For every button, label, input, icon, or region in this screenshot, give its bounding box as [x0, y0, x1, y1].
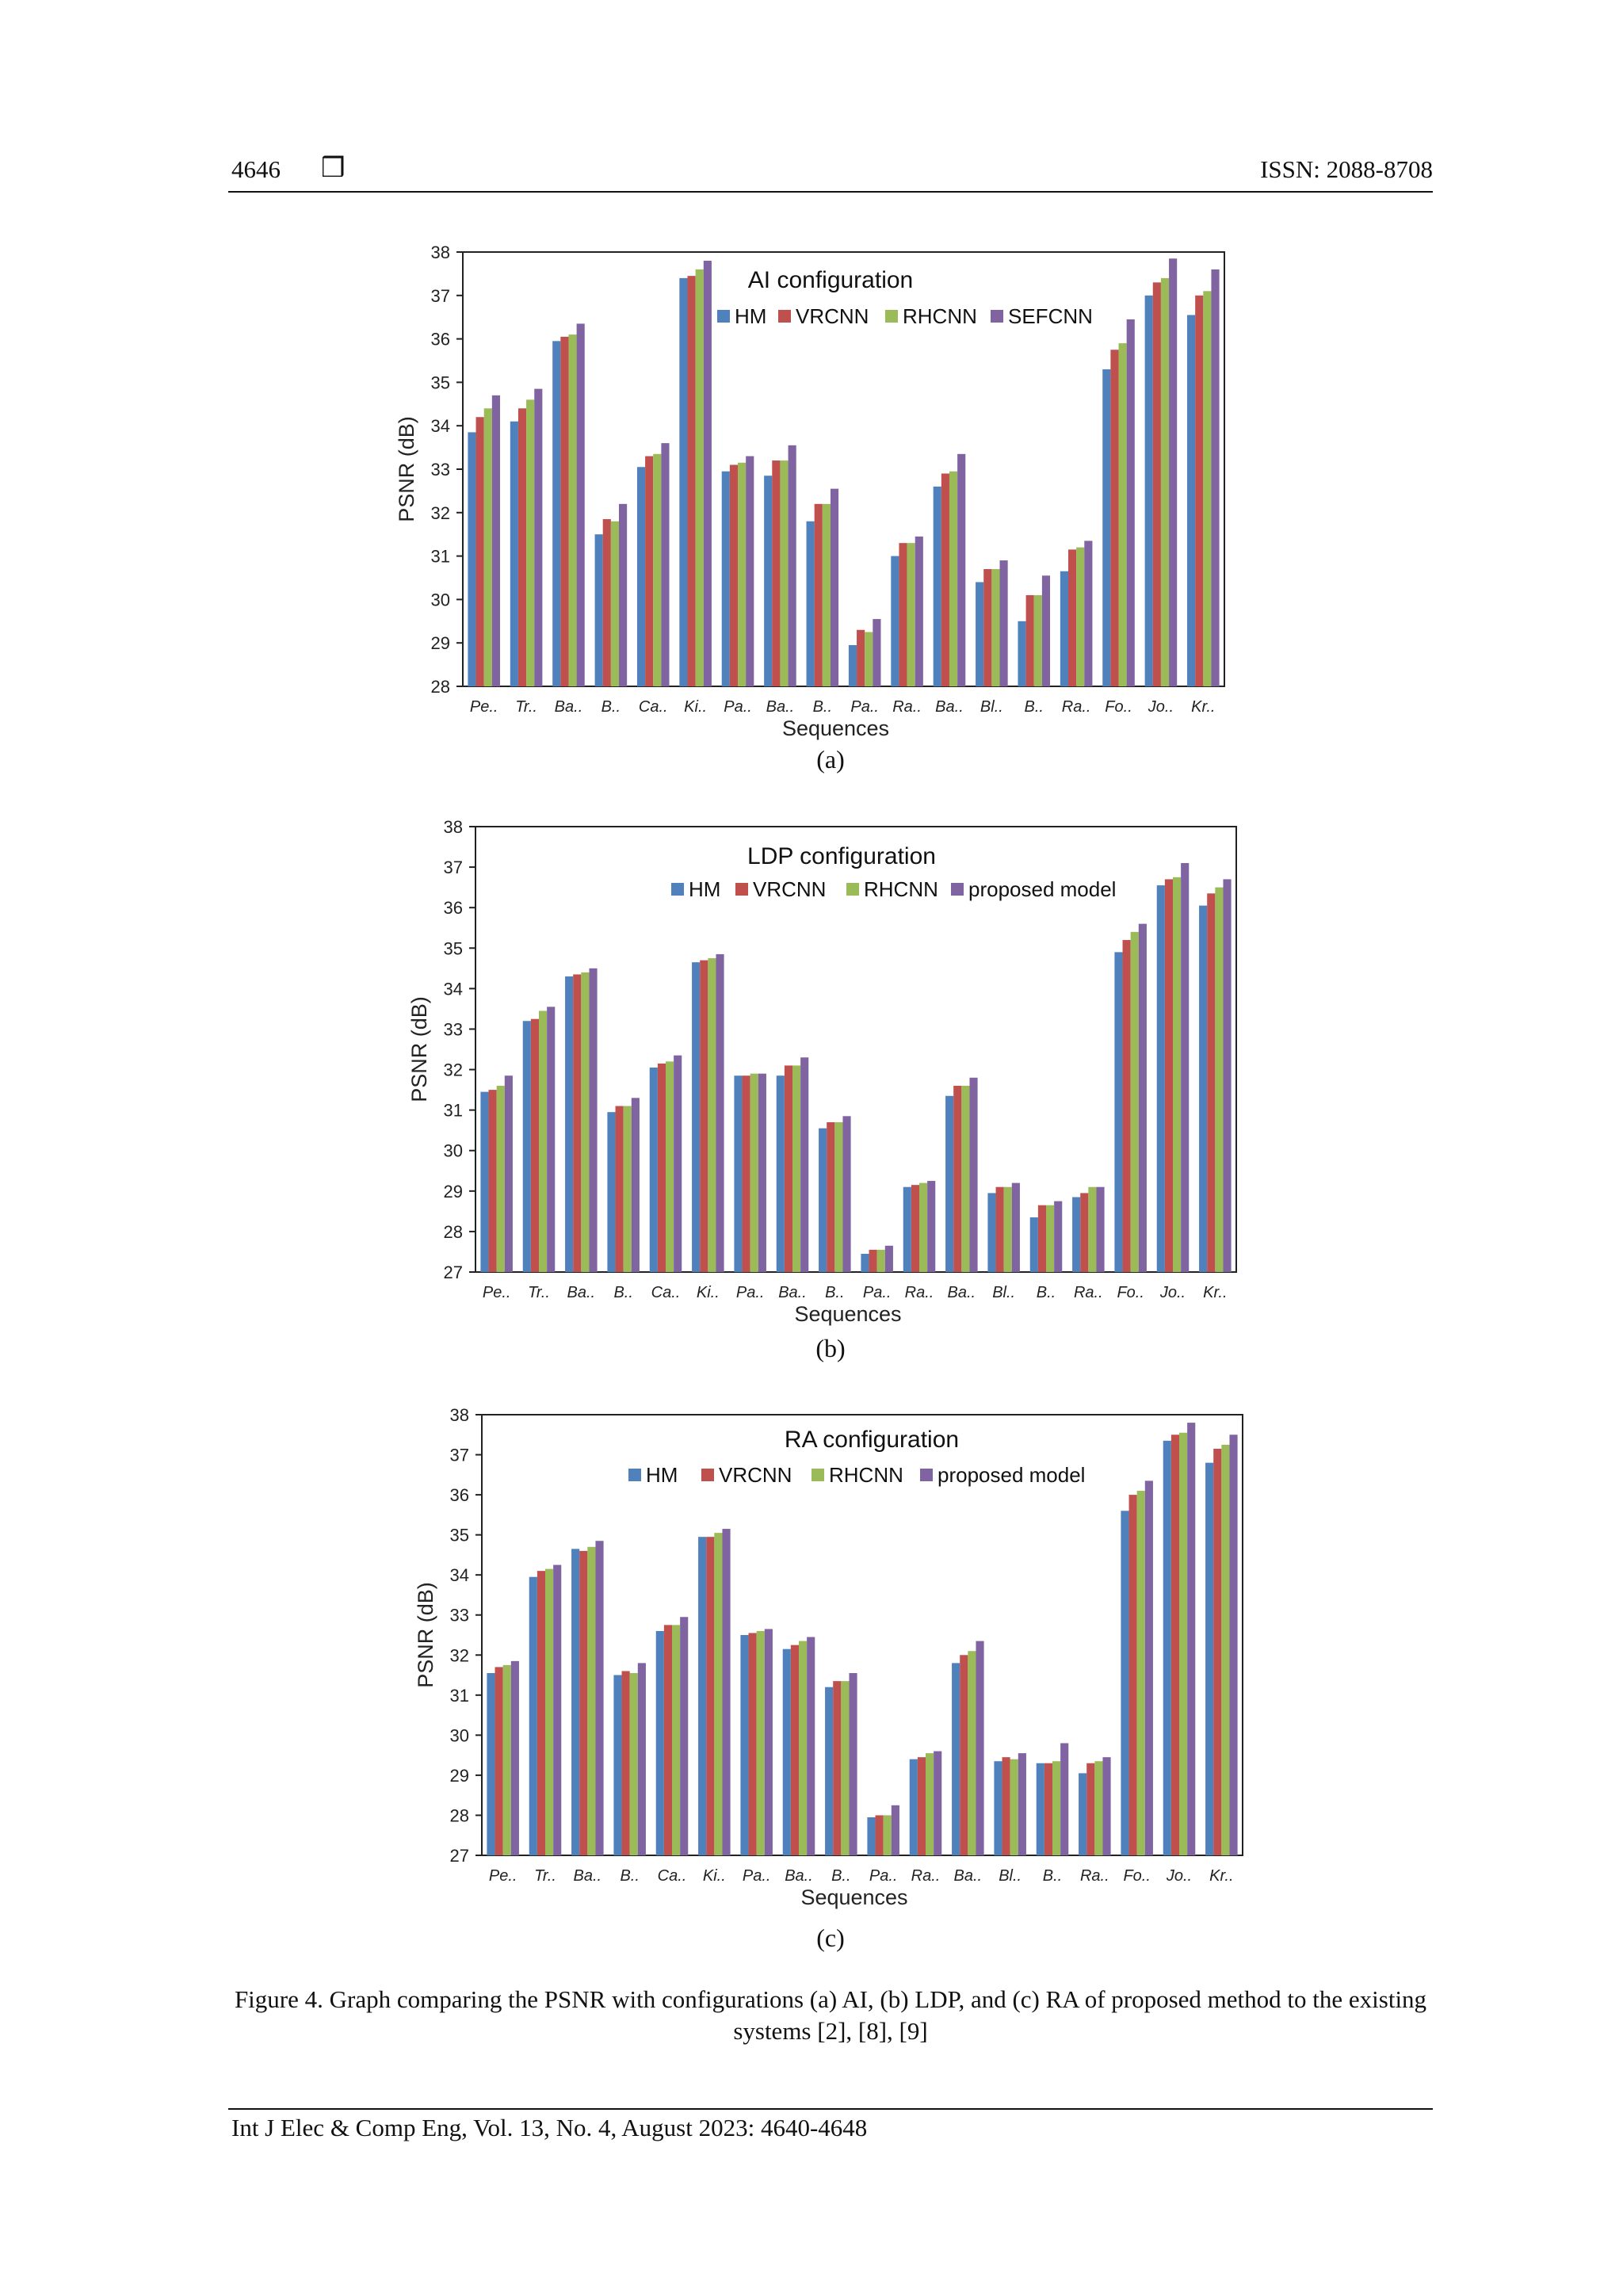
x-tick-label: Pe.. [488, 1867, 517, 1885]
panel-label-c: (c) [816, 1924, 845, 1952]
y-tick-label: 34 [449, 1565, 469, 1586]
y-tick-label: 27 [443, 1263, 463, 1282]
bar [529, 1577, 537, 1855]
chart-title: AI configuration [747, 267, 914, 293]
legend-swatch [812, 1469, 824, 1481]
x-tick-label: Jo.. [1159, 1284, 1186, 1301]
bar [1163, 1441, 1171, 1855]
footer-citation: Int J Elec & Comp Eng, Vol. 13, No. 4, August 2023: 4640-4648 [231, 2114, 868, 2141]
legend-label: VRCNN [796, 304, 869, 328]
y-tick-label: 32 [449, 1645, 469, 1666]
x-tick-label: Pe.. [469, 698, 498, 716]
y-tick-label: 30 [430, 590, 450, 610]
y-tick-label: 38 [430, 243, 450, 262]
x-tick-label: Ra.. [892, 698, 922, 716]
x-tick-label: Jo.. [1166, 1867, 1193, 1885]
bar [876, 1815, 884, 1855]
x-tick-label: Ra.. [911, 1867, 941, 1885]
bar [487, 1673, 495, 1855]
legend-swatch [701, 1469, 714, 1481]
bar [545, 1569, 553, 1855]
bar [867, 1817, 875, 1855]
bar [1129, 1495, 1137, 1855]
x-tick-label: Fo.. [1105, 698, 1132, 716]
x-tick-label: Ra.. [1079, 1867, 1109, 1885]
x-tick-label: Ra.. [904, 1284, 934, 1301]
bar [495, 1667, 503, 1855]
y-tick-label: 33 [430, 460, 450, 479]
bar [1171, 1435, 1179, 1855]
y-tick-label: 34 [443, 979, 463, 999]
x-tick-label: B.. [812, 698, 833, 716]
legend-label: RHCNN [864, 877, 938, 901]
bar [613, 1675, 621, 1855]
y-tick-label: 32 [430, 502, 450, 523]
bar [595, 1541, 603, 1855]
bar [783, 1649, 791, 1855]
x-tick-label: Ba.. [785, 1867, 813, 1885]
x-tick-label: Ki.. [702, 1867, 726, 1885]
bar [791, 1645, 799, 1855]
bar [841, 1681, 849, 1855]
y-tick-label: 27 [449, 1846, 469, 1866]
legend-swatch [920, 1469, 933, 1481]
y-tick-label: 35 [443, 938, 463, 959]
y-tick-label: 28 [443, 1221, 463, 1242]
y-tick-label: 28 [449, 1805, 469, 1826]
legend-label: HM [646, 1463, 678, 1487]
bar [799, 1641, 807, 1855]
x-axis-label: Sequences [781, 716, 890, 740]
bar [765, 1629, 773, 1855]
legend-label: RHCNN [829, 1463, 903, 1487]
x-tick-label: Ca.. [638, 698, 668, 716]
y-tick-label: 36 [449, 1485, 469, 1506]
bar [1018, 1753, 1026, 1855]
bar [849, 1673, 857, 1855]
bar [1094, 1761, 1102, 1855]
page-number: 4646 [231, 155, 281, 183]
x-tick-label: Bl.. [980, 698, 1003, 716]
y-tick-label: 35 [430, 372, 450, 393]
x-tick-label: Ba.. [953, 1867, 983, 1885]
legend-label: SEFCNN [1008, 304, 1093, 328]
x-tick-label: B.. [613, 1284, 633, 1301]
x-tick-label: Pa.. [742, 1867, 771, 1885]
bar [884, 1815, 892, 1855]
x-axis-label: Sequences [800, 1885, 908, 1909]
y-tick-label: 38 [449, 1405, 469, 1425]
x-tick-label: Pa.. [869, 1867, 898, 1885]
bar [698, 1537, 706, 1855]
y-tick-label: 34 [430, 416, 450, 437]
x-tick-label: Ki.. [684, 698, 708, 716]
legend-label: HM [689, 877, 721, 901]
x-tick-label: Ba.. [778, 1284, 807, 1301]
x-tick-label: Kr.. [1191, 698, 1216, 716]
bar [553, 1565, 561, 1855]
y-tick-label: 38 [443, 817, 463, 837]
x-tick-label: B.. [831, 1867, 851, 1885]
bar [714, 1533, 722, 1855]
bar [1145, 1480, 1153, 1855]
y-axis-label: PSNR (dB) [407, 996, 431, 1102]
bar [1179, 1433, 1187, 1855]
bar [622, 1671, 630, 1855]
bar [740, 1635, 748, 1855]
figure-caption: Figure 4. Graph comparing the PSNR with configurations (a) AI, (b) LDP, and (c) RA of proposed method to the existing systems [2], [8], [9] [234, 1985, 1427, 2045]
y-tick-label: 33 [443, 1019, 463, 1040]
y-tick-label: 31 [443, 1100, 463, 1121]
x-tick-label: Pa.. [724, 698, 752, 716]
y-axis-label: PSNR (dB) [414, 1582, 437, 1688]
bar [910, 1759, 918, 1855]
bar [976, 1641, 983, 1855]
bar [1137, 1491, 1145, 1855]
panel-label-a: (a) [816, 745, 845, 774]
bar [1037, 1763, 1044, 1855]
bar [1044, 1763, 1052, 1855]
bar [926, 1753, 934, 1855]
legend-label: RHCNN [903, 304, 977, 328]
x-tick-label: Bl.. [999, 1867, 1022, 1885]
bar [1052, 1761, 1060, 1855]
bar [825, 1687, 833, 1855]
bar [571, 1549, 579, 1855]
legend-label: proposed model [938, 1463, 1086, 1487]
y-tick-label: 37 [449, 1445, 469, 1465]
bar [1221, 1445, 1229, 1855]
bar [807, 1637, 815, 1855]
y-tick-label: 29 [430, 633, 450, 654]
bar [1187, 1423, 1195, 1855]
y-tick-label: 28 [430, 677, 450, 697]
bar [638, 1663, 646, 1855]
y-tick-label: 37 [430, 285, 450, 306]
x-axis-label: Sequences [794, 1302, 902, 1326]
x-tick-label: B.. [620, 1867, 640, 1885]
x-tick-label: B.. [1024, 698, 1044, 716]
x-tick-label: B.. [1036, 1284, 1056, 1301]
x-tick-label: Ba.. [947, 1284, 976, 1301]
bar [587, 1547, 595, 1855]
y-tick-label: 29 [449, 1765, 469, 1786]
y-tick-label: 37 [443, 858, 463, 878]
bar [1060, 1743, 1068, 1855]
panel-label-b: (b) [815, 1334, 846, 1362]
x-tick-label: Bl.. [992, 1284, 1016, 1301]
x-tick-label: Ba.. [554, 698, 583, 716]
bar [706, 1537, 714, 1855]
y-tick-label: 36 [443, 898, 463, 919]
x-tick-label: Pa.. [735, 1284, 765, 1301]
bar [960, 1655, 968, 1855]
x-tick-label: Tr.. [534, 1867, 556, 1885]
bar [994, 1761, 1002, 1855]
bar [892, 1805, 899, 1855]
x-tick-label: Pa.. [850, 698, 879, 716]
legend-swatch [628, 1469, 641, 1481]
x-tick-label: Ba.. [573, 1867, 602, 1885]
bar [511, 1661, 519, 1855]
y-axis-label: PSNR (dB) [395, 416, 418, 522]
bar [1121, 1511, 1128, 1855]
bar [1102, 1757, 1110, 1855]
y-tick-label: 30 [443, 1140, 463, 1161]
x-tick-label: Ra.. [1073, 1284, 1103, 1301]
bar [757, 1631, 765, 1855]
x-tick-label: Ca.. [651, 1284, 681, 1301]
footer-rule [228, 2108, 1433, 2110]
y-tick-label: 33 [449, 1605, 469, 1626]
bar [1010, 1759, 1018, 1855]
x-tick-label: B.. [1042, 1867, 1063, 1885]
bar [1229, 1435, 1237, 1855]
x-tick-label: Jo.. [1148, 698, 1174, 716]
chart-title: RA configuration [784, 1427, 960, 1453]
bar [579, 1551, 587, 1855]
bar [1205, 1463, 1213, 1855]
y-tick-label: 29 [443, 1181, 463, 1201]
x-tick-label: Fo.. [1123, 1867, 1151, 1885]
y-tick-label: 32 [443, 1060, 463, 1080]
bar [934, 1752, 941, 1855]
bar [1213, 1449, 1221, 1855]
x-tick-label: B.. [825, 1284, 845, 1301]
bar [1002, 1757, 1010, 1855]
bar [918, 1757, 926, 1855]
bar [833, 1681, 841, 1855]
bar [664, 1625, 672, 1855]
x-tick-label: Ba.. [567, 1284, 596, 1301]
bar [656, 1631, 664, 1855]
x-tick-label: Ba.. [935, 698, 964, 716]
bar [630, 1673, 638, 1855]
x-tick-label: Pa.. [862, 1284, 892, 1301]
bar [722, 1529, 730, 1855]
y-tick-label: 35 [449, 1525, 469, 1545]
x-tick-label: Pe.. [482, 1284, 511, 1301]
x-tick-label: Ba.. [766, 698, 795, 716]
bar [952, 1663, 960, 1855]
y-tick-label: 36 [430, 329, 450, 350]
x-tick-label: Ra.. [1061, 698, 1091, 716]
x-tick-label: B.. [601, 698, 621, 716]
y-tick-label: 31 [449, 1685, 469, 1706]
legend-label: VRCNN [719, 1463, 792, 1487]
legend-label: VRCNN [753, 877, 827, 901]
x-tick-label: Kr.. [1209, 1867, 1234, 1885]
bar [968, 1651, 976, 1855]
x-tick-label: Kr.. [1203, 1284, 1228, 1301]
legend-label: HM [735, 304, 767, 328]
bar [1086, 1763, 1094, 1855]
bar [537, 1571, 545, 1855]
x-tick-label: Fo.. [1117, 1284, 1144, 1301]
bar [672, 1625, 680, 1855]
header-mark-icon: ❒ [321, 152, 346, 184]
x-tick-label: Tr.. [528, 1284, 550, 1301]
bar [749, 1633, 757, 1855]
y-tick-label: 30 [449, 1725, 469, 1746]
chart-title: LDP configuration [747, 843, 936, 869]
x-tick-label: Tr.. [515, 698, 537, 716]
issn: ISSN: 2088-8708 [1260, 155, 1433, 183]
bar [503, 1665, 511, 1855]
x-tick-label: Ca.. [657, 1867, 687, 1885]
legend-label: proposed model [968, 877, 1117, 901]
bar [680, 1617, 688, 1855]
bar [1079, 1773, 1086, 1855]
y-tick-label: 31 [430, 546, 450, 567]
x-tick-label: Ki.. [696, 1284, 720, 1301]
